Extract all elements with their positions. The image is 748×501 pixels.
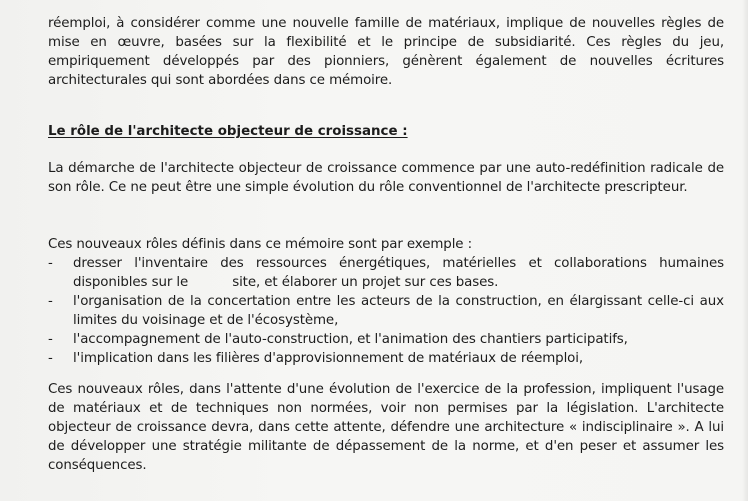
paragraph-reemploi: réemploi, à considérer comme une nouvelle famille de matériaux, implique de nouvelles règles de mise en œuvre, basées sur la flexibilité et le principe de subsidiarité. Ces règles du jeu, empiriquement développés par des pionniers, génèrent également de nouvelles écritures architecturales qui sont abordées dans ce mémoire. bbox=[48, 16, 724, 88]
list-dash: - bbox=[48, 256, 53, 271]
section-heading: Le rôle de l'architecte objecteur de croissance : bbox=[48, 124, 408, 139]
list-item bbox=[48, 330, 724, 349]
list-item bbox=[48, 254, 724, 292]
paragraph-demarche: La démarche de l'architecte objecteur de croissance commence par une auto-redéfinition radicale de son rôle. Ce ne peut être une simple évolution du rôle conventionnel de l'architecte prescripteur. bbox=[48, 161, 724, 195]
list-item-text-1b: site, et élaborer un projet sur ces bases. bbox=[232, 275, 499, 290]
list-item bbox=[48, 292, 724, 330]
roles-intro: Ces nouveaux rôles définis dans ce mémoire sont par exemple : bbox=[48, 237, 473, 252]
list-item bbox=[48, 349, 724, 368]
paragraph-roles-list bbox=[48, 235, 724, 368]
list-dash: - bbox=[48, 351, 53, 366]
paragraph-nouveaux-roles: Ces nouveaux rôles, dans l'attente d'une évolution de l'exercice de la profession, impliquent l'usage de matériaux et de techniques non normées, voir non permises par la législation. L'architecte objecteur de croissance devra, dans cette attente, défendre une architecture « indisciplinaire ». A lui de développer une stratégie militante de dépassement de la norme, et d'en peser et assumer les conséquences. bbox=[48, 382, 724, 473]
list-item-text-4: l'implication dans les filières d'approvisionnement de matériaux de réemploi, bbox=[73, 351, 584, 366]
page-edge-shadow bbox=[742, 0, 748, 501]
list-dash: - bbox=[48, 294, 53, 309]
list-item-text-1a: dresser l'inventaire des ressources énergétiques, matérielles et collaborations humaines disponibles sur le bbox=[73, 256, 724, 290]
list-item-text-3: l'accompagnement de l'auto-construction, et l'animation des chantiers participatifs, bbox=[73, 332, 628, 347]
list-dash: - bbox=[48, 332, 53, 347]
list-item-text-2: l'organisation de la concertation entre les acteurs de la construction, en élargissant celle-ci aux limites du voisinage et de l'écosystème, bbox=[73, 294, 724, 328]
roles-list bbox=[48, 254, 724, 368]
